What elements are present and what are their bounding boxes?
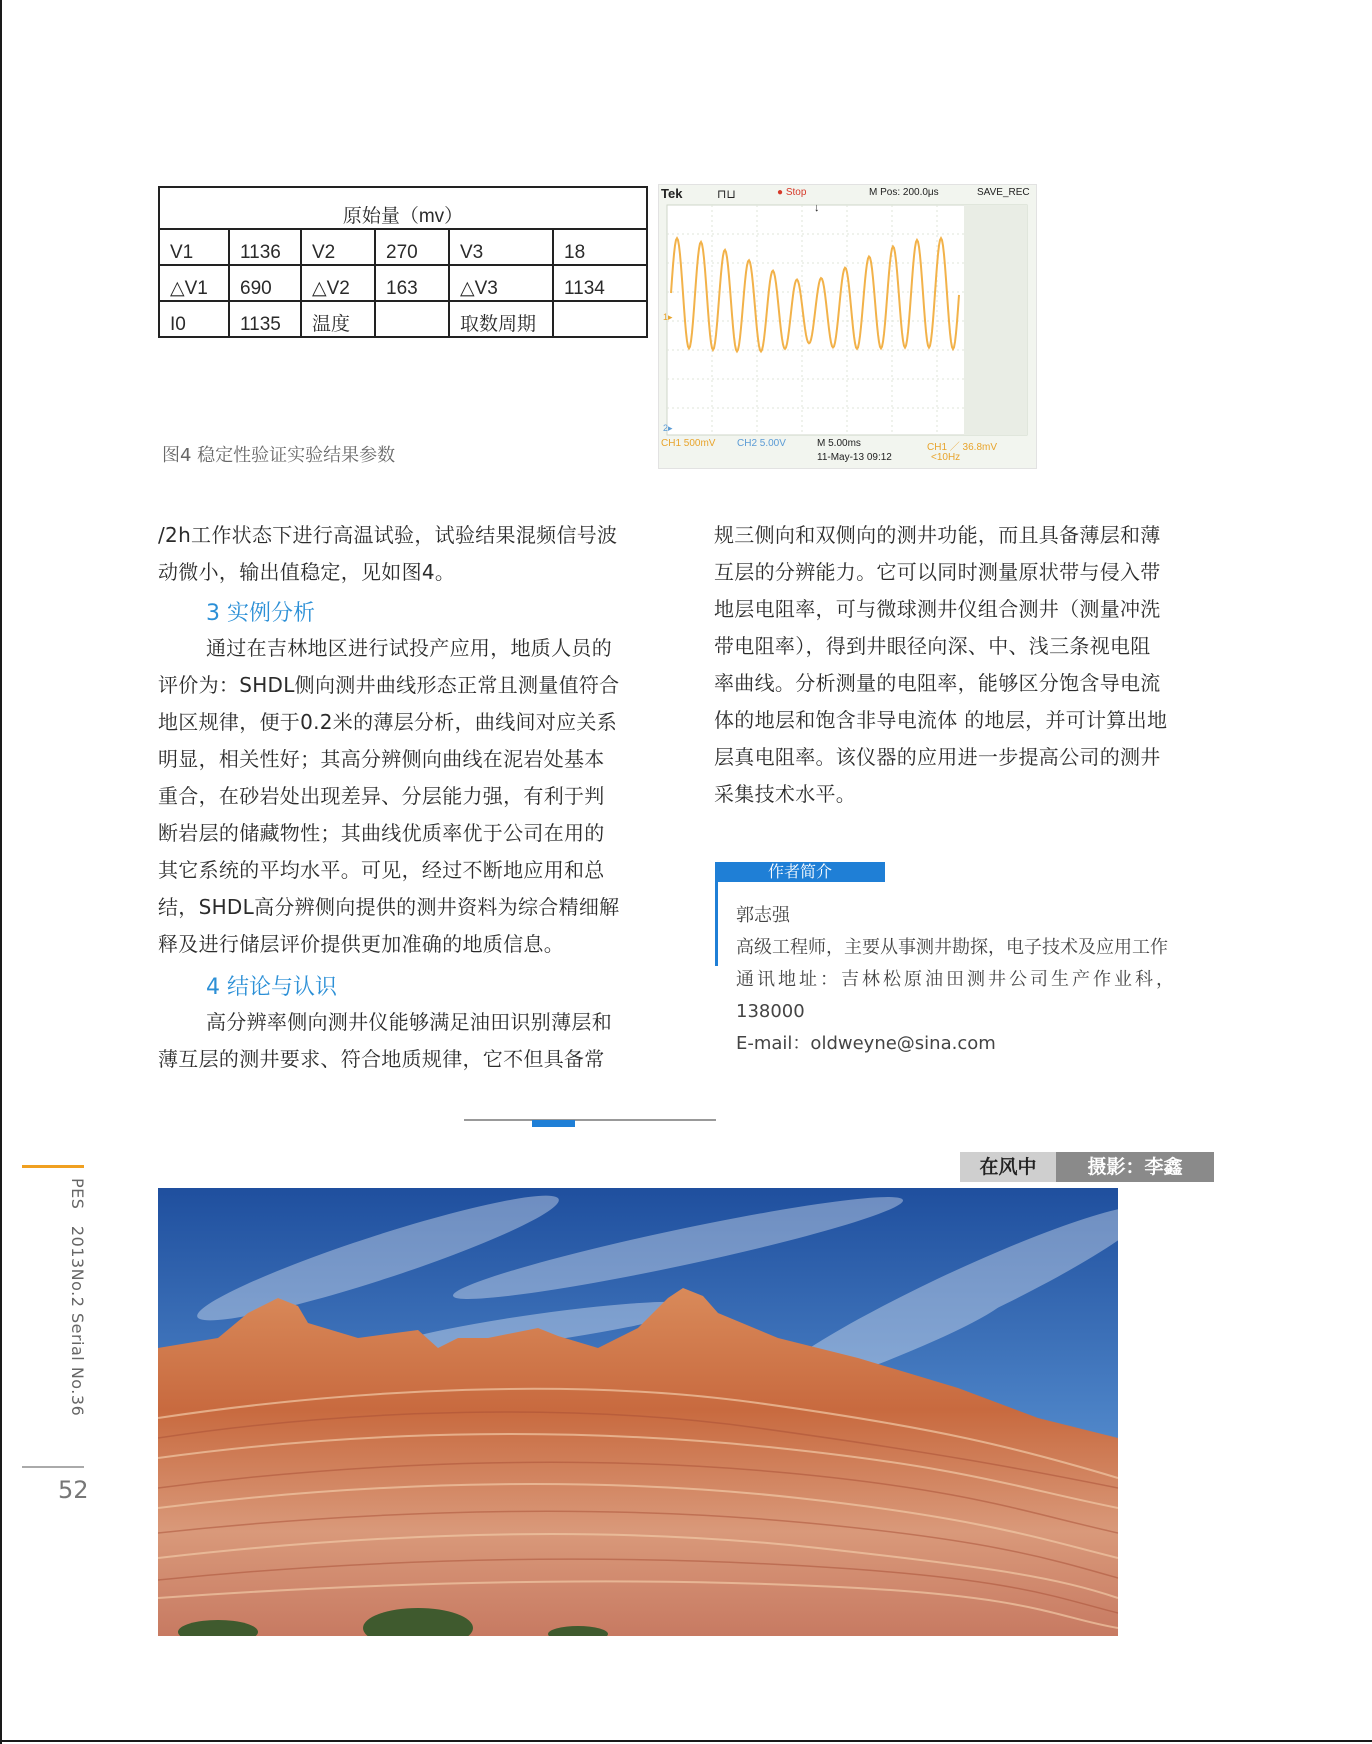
table-row: [159, 229, 647, 265]
text-line: 动微小，输出值稳定，见如图4。: [158, 560, 456, 584]
table-header: 原始量（mv）: [159, 187, 647, 229]
table-cell: V3: [449, 229, 553, 265]
table-cell: 1134: [553, 265, 647, 301]
scope-date: 11-May-13 09:12: [817, 452, 892, 463]
scope-trigger: CH1 ／ 36.8mV: [927, 442, 998, 453]
text-line: 评价为：SHDL侧向测井曲线形态正常且测量值符合: [158, 673, 620, 697]
scope-status-text: Stop: [785, 187, 807, 198]
landscape-photo: [158, 1188, 1118, 1636]
scope-timebase: M 5.00ms: [817, 438, 861, 449]
parameters-table: [158, 186, 648, 338]
scope-brand: Tek: [661, 186, 683, 201]
svg-text:1▸: 1▸: [663, 312, 673, 322]
left-page-border: [0, 0, 2, 1744]
text-line: 高分辨率侧向测井仪能够满足油田识别薄层和: [206, 1010, 612, 1034]
table-row: [159, 265, 647, 301]
author-name: 郭志强: [736, 905, 790, 926]
svg-text:↓: ↓: [814, 202, 820, 214]
author-info: [736, 900, 1177, 1060]
table-cell: [553, 301, 647, 337]
table-row: [159, 301, 647, 337]
text-line: 通过在吉林地区进行试投产应用，地质人员的: [206, 636, 612, 660]
page-number: 52: [58, 1476, 89, 1504]
photo-credit: 摄影：李鑫: [1056, 1152, 1214, 1182]
text-line: 采集技术水平。: [714, 782, 857, 806]
scope-mpos: M Pos: 200.0μs: [869, 187, 939, 198]
table-cell: △V1: [159, 265, 229, 301]
text-line: 释及进行储层评价提供更加准确的地质信息。: [158, 932, 564, 956]
text-line: 断岩层的储藏物性；其曲线优质率优于公司在用的: [158, 821, 605, 845]
scope-ch1: CH1 500mV: [661, 438, 716, 449]
section-divider: [464, 1119, 716, 1121]
text-line: 体的地层和饱含非导电流体 的地层，并可计算出地: [714, 708, 1168, 732]
text-line: 明显，相关性好；其高分辨侧向曲线在泥岩处基本: [158, 747, 605, 771]
scope-status: ● Stop: [777, 187, 807, 198]
table-cell: [375, 301, 449, 337]
text-line: 规三侧向和双侧向的测井功能，而且具备薄层和薄: [714, 523, 1161, 547]
body-paragraph-3: [158, 1004, 612, 1078]
body-paragraph-2: [158, 630, 619, 963]
table-cell: △V2: [301, 265, 375, 301]
table-cell: 690: [229, 265, 301, 301]
text-line: 重合，在砂岩处出现差异、分层能力强，有利于判: [158, 784, 605, 808]
section-heading-4: 4 结论与认识: [206, 975, 337, 1000]
landscape-illustration: [158, 1188, 1118, 1636]
scope-frequency: <10Hz: [931, 452, 961, 463]
author-accent-line: [715, 880, 718, 966]
text-line: 其它系统的平均水平。可见，经过不断地应用和总: [158, 858, 605, 882]
text-line: 带电阻率），得到井眼径向深、中、浅三条视电阻: [714, 634, 1151, 658]
table-cell: 温度: [301, 301, 375, 337]
table-cell: 1136: [229, 229, 301, 265]
text-line: 薄互层的测井要求、符合地质规律，它不但具备常: [158, 1047, 605, 1071]
text-line: 地区规律，便于0.2米的薄层分析，曲线间对应关系: [158, 710, 618, 734]
sidebar-divider: [22, 1466, 84, 1468]
body-paragraph-1: [158, 517, 617, 591]
body-paragraph-right: [714, 517, 1167, 813]
author-postcode: 138000: [736, 1001, 805, 1022]
author-address: 通讯地址：吉林松原油田测井公司生产作业科，: [736, 969, 1177, 990]
text-line: 层真电阻率。该仪器的应用进一步提高公司的测井: [714, 745, 1161, 769]
oscilloscope-image: [658, 184, 1037, 469]
author-box-label: 作者简介: [715, 862, 885, 882]
table-cell: △V3: [449, 265, 553, 301]
text-line: 率曲线。分析测量的电阻率，能够区分饱含导电流: [714, 671, 1161, 695]
oscilloscope-screen: [659, 185, 1036, 468]
table-cell: V1: [159, 229, 229, 265]
table-cell: I0: [159, 301, 229, 337]
figure-caption: 图4 稳定性验证实验结果参数: [162, 445, 396, 466]
table-cell: 163: [375, 265, 449, 301]
scope-ch2: CH2 5.00V: [737, 438, 786, 449]
journal-info: PES 2013No.2 Serial No.36: [68, 1178, 87, 1417]
table-cell: 取数周期: [449, 301, 553, 337]
author-title: 高级工程师，主要从事测井勘探，电子技术及应用工作: [736, 937, 1168, 958]
sidebar-accent-line: [22, 1165, 84, 1168]
table-cell: 1135: [229, 301, 301, 337]
text-line: 互层的分辨能力。它可以同时测量原状带与侵入带: [714, 560, 1161, 584]
photo-title: 在风中: [960, 1152, 1056, 1182]
text-line: 结，SHDL高分辨侧向提供的测井资料为综合精细解: [158, 895, 620, 919]
scope-save: SAVE_REC: [977, 187, 1030, 198]
table-cell: 18: [553, 229, 647, 265]
svg-text:2▸: 2▸: [663, 423, 673, 433]
table-cell: V2: [301, 229, 375, 265]
author-email: E-mail：oldweyne@sina.com: [736, 1033, 996, 1054]
divider-accent: [532, 1120, 575, 1127]
table-cell: 270: [375, 229, 449, 265]
text-line: 地层电阻率，可与微球测井仪组合测井（测量冲洗: [714, 597, 1161, 621]
section-heading-3: 3 实例分析: [206, 601, 315, 626]
table-header-row: [159, 187, 647, 229]
text-line: /2h工作状态下进行高温试验，试验结果混频信号波: [158, 523, 618, 547]
scope-trigger-icon: ⊓⊔: [717, 187, 736, 201]
bottom-page-border: [0, 1740, 1372, 1742]
